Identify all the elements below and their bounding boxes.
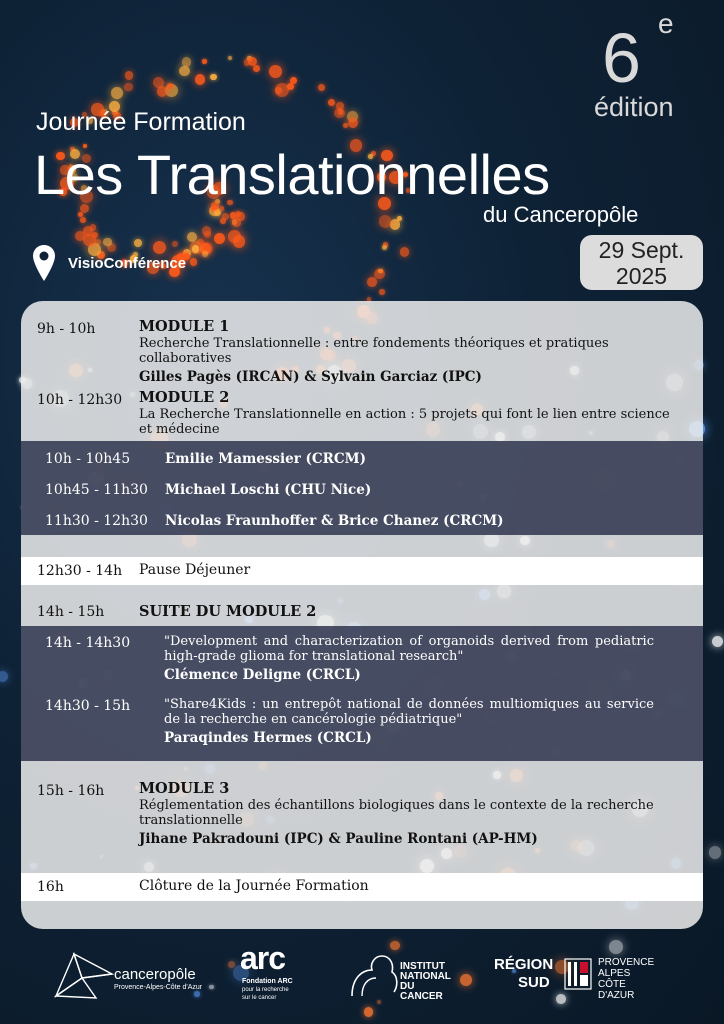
fondation-arc-logo <box>240 940 310 1006</box>
canceropole-region: Provence-Alpes-Côte d'Azur <box>114 984 203 991</box>
bokeh-dot <box>182 57 191 66</box>
module-3-time: 15h - 16h <box>37 783 105 799</box>
session-time: 14h - 14h30 <box>45 635 131 651</box>
bokeh-dot <box>167 83 173 89</box>
bokeh-dot <box>0 671 8 682</box>
module-2-desc: La Recherche Translationnelle en action : 5 projets qui font le lien entre science et médecine <box>139 407 670 437</box>
edition-suffix: e <box>658 8 674 39</box>
canceropole-logo <box>52 948 202 1004</box>
module-1-speakers: Gilles Pagès (IRCAN) & Sylvain Garciaz (IPC) <box>139 369 482 385</box>
session-talk: "Development and characterization of organoids derived from pediatric high-grade glioma for translational research" <box>164 634 654 664</box>
event-date <box>580 235 703 290</box>
lunch-time: 12h30 - 14h <box>37 563 123 579</box>
closing-row <box>21 873 703 901</box>
session-block <box>164 634 654 683</box>
bokeh-dot <box>348 118 358 128</box>
bokeh-dot <box>190 258 197 265</box>
session-time: 10h45 - 11h30 <box>45 482 148 498</box>
bokeh-dot <box>83 226 93 236</box>
module-1-title: MODULE 1 <box>139 318 230 335</box>
module-2b-title: SUITE DU MODULE 2 <box>139 603 317 620</box>
bokeh-dot <box>275 87 282 94</box>
arc-tagline: sur le cancer <box>242 995 277 1001</box>
bokeh-dot <box>125 71 134 80</box>
date-day: 29 Sept. <box>598 237 685 263</box>
region-sub: CÔTE D'AZUR <box>598 979 635 1001</box>
inca-logo <box>348 948 458 1004</box>
bokeh-dot <box>609 940 623 954</box>
region-sud-logo <box>494 956 664 1001</box>
program-panel <box>21 301 703 929</box>
lunch-row <box>21 557 703 585</box>
bokeh-dot <box>338 109 344 115</box>
region-sub: ALPES <box>598 968 631 979</box>
bokeh-dot <box>230 212 237 219</box>
session-time: 14h30 - 15h <box>45 698 131 714</box>
closing-label: Clôture de la Journée Formation <box>139 878 369 894</box>
bokeh-dot <box>222 213 229 220</box>
module-3-speakers: Jihane Pakradouni (IPC) & Pauline Rontani (AP-HM) <box>139 831 538 847</box>
event-title-tail: du Canceropôle <box>483 202 639 227</box>
bokeh-dot <box>80 217 86 223</box>
bokeh-dot <box>379 215 391 227</box>
session-block <box>164 697 654 746</box>
canceropole-name: canceropôle <box>114 966 196 983</box>
module-1-desc: Recherche Translationnelle : entre fondements théoriques et pratiques collaboratives <box>139 336 609 366</box>
lunch-label: Pause Déjeuner <box>139 562 251 578</box>
arc-mark: arc <box>240 940 286 976</box>
region-crest-icon <box>564 958 592 990</box>
module-2-block <box>139 389 679 437</box>
session-speaker: Nicolas Fraunhoffer & Brice Chanez (CRCM) <box>165 513 504 529</box>
bokeh-dot <box>390 219 401 230</box>
bokeh-dot <box>379 289 385 295</box>
module-2b-sessions <box>21 626 703 761</box>
bokeh-dot <box>124 83 132 91</box>
bokeh-dot <box>202 251 208 257</box>
event-title: Les Translationnelles <box>34 143 550 206</box>
session-speaker: Paraqindes Hermes (CRCL) <box>164 730 372 746</box>
module-2-title: MODULE 2 <box>139 389 230 406</box>
arc-name: Fondation ARC <box>242 978 293 985</box>
event-subtitle: Journée Formation <box>36 108 246 136</box>
bokeh-dot <box>287 83 294 90</box>
bokeh-dot <box>228 56 232 60</box>
bokeh-dot <box>192 245 200 253</box>
bokeh-dot <box>195 74 205 84</box>
bokeh-dot <box>328 99 335 106</box>
module-2-time: 10h - 12h30 <box>37 392 123 408</box>
region-sub: PROVENCE <box>598 957 655 968</box>
bokeh-dot <box>269 65 282 78</box>
session-speaker: Emilie Mamessier (CRCM) <box>165 451 366 467</box>
canceropole-emblem-icon <box>52 948 114 1002</box>
bokeh-dot <box>367 277 377 287</box>
closing-time: 16h <box>37 879 64 895</box>
inca-line: INSTITUT <box>400 961 445 972</box>
module-3-desc: Réglementation des échantillons biologiques dans le contexte de la recherche translationnelle <box>139 798 654 828</box>
map-pin-icon <box>32 244 56 282</box>
date-year: 2025 <box>615 263 668 289</box>
module-3-title: MODULE 3 <box>139 780 230 797</box>
bokeh-dot <box>214 233 225 244</box>
arc-tagline: pour la recherche <box>242 987 289 993</box>
module-1-time: 9h - 10h <box>37 321 96 337</box>
bokeh-dot <box>364 1007 373 1016</box>
location <box>32 244 186 282</box>
module-3-block <box>139 780 679 847</box>
bokeh-dot <box>382 245 387 250</box>
inca-line: NATIONAL <box>400 971 451 982</box>
bokeh-dot <box>157 86 168 97</box>
session-speaker: Clémence Deligne (CRCL) <box>164 667 361 683</box>
bokeh-dot <box>228 230 241 243</box>
region-sud-word: SUD <box>518 974 550 991</box>
module-2-sessions <box>21 441 703 535</box>
bokeh-dot <box>253 65 260 72</box>
module-1-block <box>139 318 679 385</box>
session-talk: "Share4Kids : un entrepôt national de données multiomiques au service de la recherche en cancérologie pédiatrique" <box>164 697 654 727</box>
bokeh-dot <box>210 74 216 80</box>
session-time: 10h - 10h45 <box>45 451 131 467</box>
bokeh-dot <box>179 66 189 76</box>
inca-line: DU CANCER <box>400 981 443 1002</box>
bokeh-dot <box>318 84 325 91</box>
bokeh-dot <box>460 974 472 986</box>
bokeh-dot <box>111 87 123 99</box>
region-word: RÉGION <box>494 956 554 973</box>
bokeh-dot <box>374 269 385 280</box>
bokeh-dot <box>202 59 206 63</box>
bokeh-dot <box>204 231 211 238</box>
bokeh-dot <box>712 636 723 647</box>
location-label: VisioConférence <box>68 254 187 272</box>
module-2b-time: 14h - 15h <box>37 604 105 620</box>
bokeh-dot <box>400 247 409 256</box>
bokeh-dot <box>232 218 240 226</box>
bokeh-dot <box>228 961 235 968</box>
edition-number: 6 <box>602 19 641 97</box>
bokeh-dot <box>187 232 197 242</box>
bokeh-dot <box>209 985 213 989</box>
session-time: 11h30 - 12h30 <box>45 513 148 529</box>
bokeh-dot <box>709 846 722 859</box>
inca-emblem-icon <box>348 948 400 1000</box>
edition-word: édition <box>594 92 674 122</box>
session-speaker: Michael Loschi (CHU Nice) <box>165 482 372 498</box>
